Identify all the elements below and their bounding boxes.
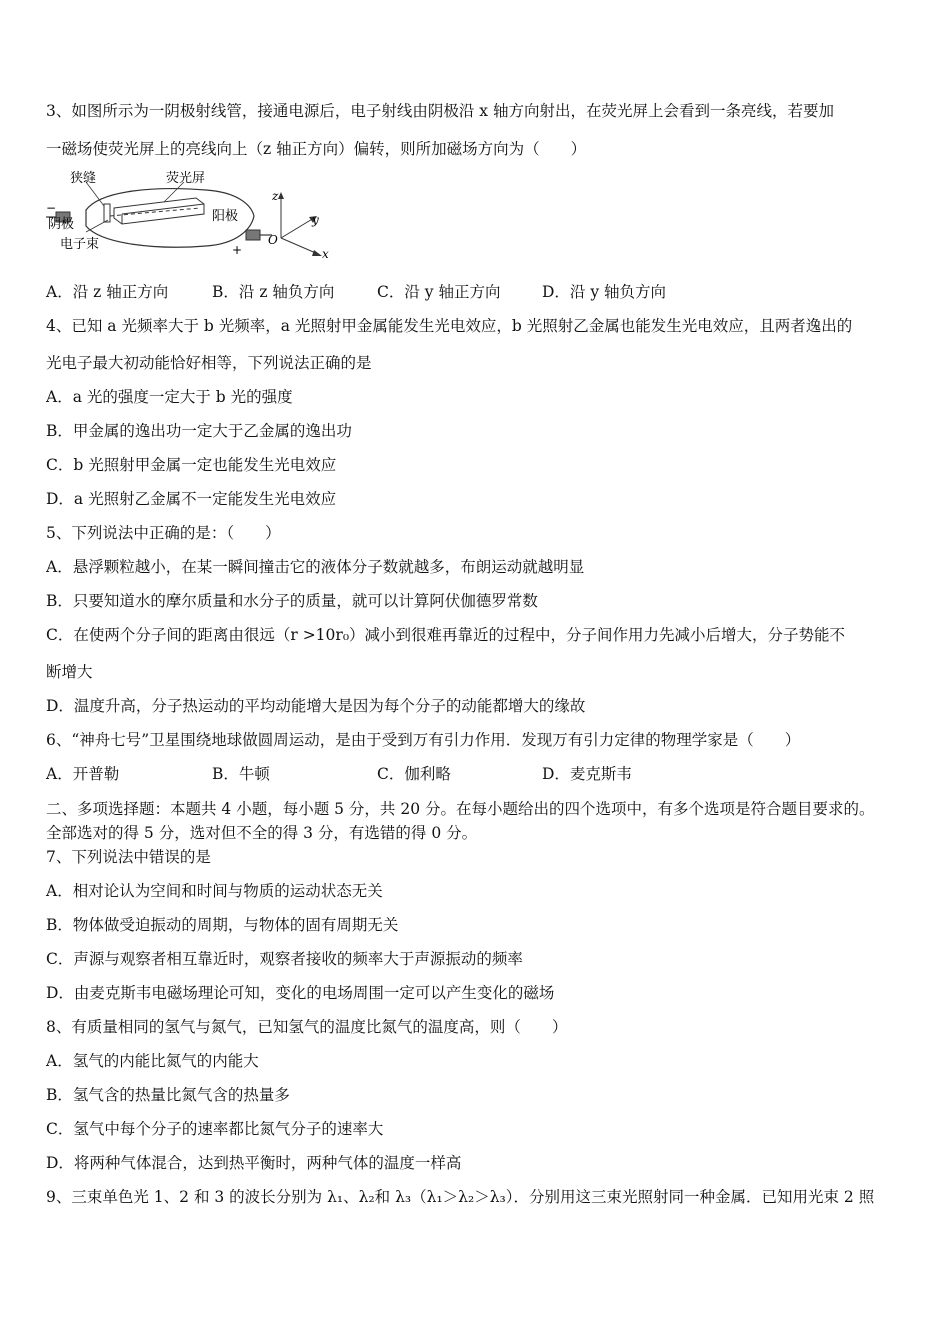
q5-option-c-line1[interactable]: C．在使两个分子间的距离由很远（r >10r₀）减小到很难再靠近的过程中，分子间作用力先减小后增大，分子势能不 [46,626,846,644]
q9-stem: 9、三束单色光 1、2 和 3 的波长分别为 λ₁、λ₂和 λ₃（λ₁＞λ₂＞λ₃）．分别用这三束光照射同一种金属．已知用光束 2 照 [46,1188,875,1206]
q8-option-c[interactable]: C．氢气中每个分子的速率都比氮气分子的速率大 [46,1120,384,1138]
q3-option-d[interactable]: D．沿 y 轴负方向 [542,283,667,301]
label-cathode: 阴极 [48,217,75,232]
q3-stem-line1: 3、如图所示为一阴极射线管，接通电源后，电子射线由阴极沿 x 轴方向射出，在荧光屏上会看到一条亮线，若要加 [46,102,834,120]
q3-option-a[interactable]: A．沿 z 轴正方向 [46,283,169,301]
q4-stem-line2: 光电子最大初动能恰好相等，下列说法正确的是 [46,354,372,372]
q5-stem: 5、下列说法中正确的是：（ ） [46,524,281,542]
axis-z-label: z [272,189,279,203]
q6-option-b[interactable]: B．牛顿 [212,765,270,783]
q5-option-c-line2[interactable]: 断增大 [46,663,93,681]
q4-option-c[interactable]: C．b 光照射甲金属一定也能发生光电效应 [46,456,337,474]
q8-stem: 8、有质量相同的氢气与氮气，已知氢气的温度比氮气的温度高，则（ ） [46,1018,568,1036]
q6-option-c[interactable]: C．伽利略 [377,765,451,783]
label-plus: + [232,243,243,257]
section2-heading-line1: 二、多项选择题：本题共 4 小题，每小题 5 分，共 20 分。在每小题给出的四个选项中，有多个选项是符合题目要求的。 [46,800,875,818]
origin-label: O [268,233,278,247]
anode-electrode [246,230,260,240]
q7-option-d[interactable]: D．由麦克斯韦电磁场理论可知，变化的电场周围一定可以产生变化的磁场 [46,984,555,1002]
fluorescent-screen [114,198,204,224]
coordinate-axes [268,189,329,261]
q3-option-b[interactable]: B．沿 z 轴负方向 [212,283,335,301]
q3-stem-line2: 一磁场使荧光屏上的亮线向上（z 轴正方向）偏转，则所加磁场方向为（ ） [46,140,587,158]
q3-figure-cathode-ray-tube [46,168,346,268]
label-screen: 荧光屏 [166,171,206,186]
q7-option-a[interactable]: A．相对论认为空间和时间与物质的运动状态无关 [46,882,383,900]
q7-option-c[interactable]: C．声源与观察者相互靠近时，观察者接收的频率大于声源振动的频率 [46,950,523,968]
q8-option-a[interactable]: A．氢气的内能比氮气的内能大 [46,1052,259,1070]
q5-option-a[interactable]: A．悬浮颗粒越小，在某一瞬间撞击它的液体分子数就越多，布朗运动就越明显 [46,558,585,576]
q5-option-b[interactable]: B．只要知道水的摩尔质量和水分子的质量，就可以计算阿伏伽德罗常数 [46,592,538,610]
label-slit: 狭缝 [70,171,97,186]
label-anode: 阳极 [212,209,239,224]
q4-option-b[interactable]: B．甲金属的逸出功一定大于乙金属的逸出功 [46,422,352,440]
q4-option-d[interactable]: D．a 光照射乙金属不一定能发生光电效应 [46,490,337,508]
q5-option-d[interactable]: D．温度升高，分子热运动的平均动能增大是因为每个分子的动能都增大的缘故 [46,697,586,715]
q3-option-c[interactable]: C．沿 y 轴正方向 [377,283,501,301]
label-minus: − [46,201,57,215]
q6-option-d[interactable]: D．麦克斯韦 [542,765,632,783]
electron-beam [110,208,200,216]
axis-x-label: x [322,247,329,261]
section2-heading-line2: 全部选对的得 5 分，选对但不全的得 3 分，有选错的得 0 分。 [46,824,478,842]
q7-option-b[interactable]: B．物体做受迫振动的周期，与物体的固有周期无关 [46,916,399,934]
q6-option-a[interactable]: A．开普勒 [46,765,120,783]
cathode-ray-tube-diagram [46,168,346,268]
axis-y-label: y [312,213,319,227]
q4-stem-line1: 4、已知 a 光频率大于 b 光频率，a 光照射甲金属能发生光电效应，b 光照射乙金属也能发生光电效应，且两者逸出的 [46,317,853,335]
q4-option-a[interactable]: A．a 光的强度一定大于 b 光的强度 [46,388,293,406]
q7-stem: 7、下列说法中错误的是 [46,848,211,866]
label-electron-beam: 电子束 [60,237,100,252]
q8-option-d[interactable]: D．将两种气体混合，达到热平衡时，两种气体的温度一样高 [46,1154,462,1172]
q8-option-b[interactable]: B．氢气含的热量比氮气含的热量多 [46,1086,290,1104]
q6-stem: 6、“神舟七号”卫星围绕地球做圆周运动，是由于受到万有引力作用．发现万有引力定律的物理学家是（ ） [46,731,801,749]
slit-plate [104,204,110,222]
